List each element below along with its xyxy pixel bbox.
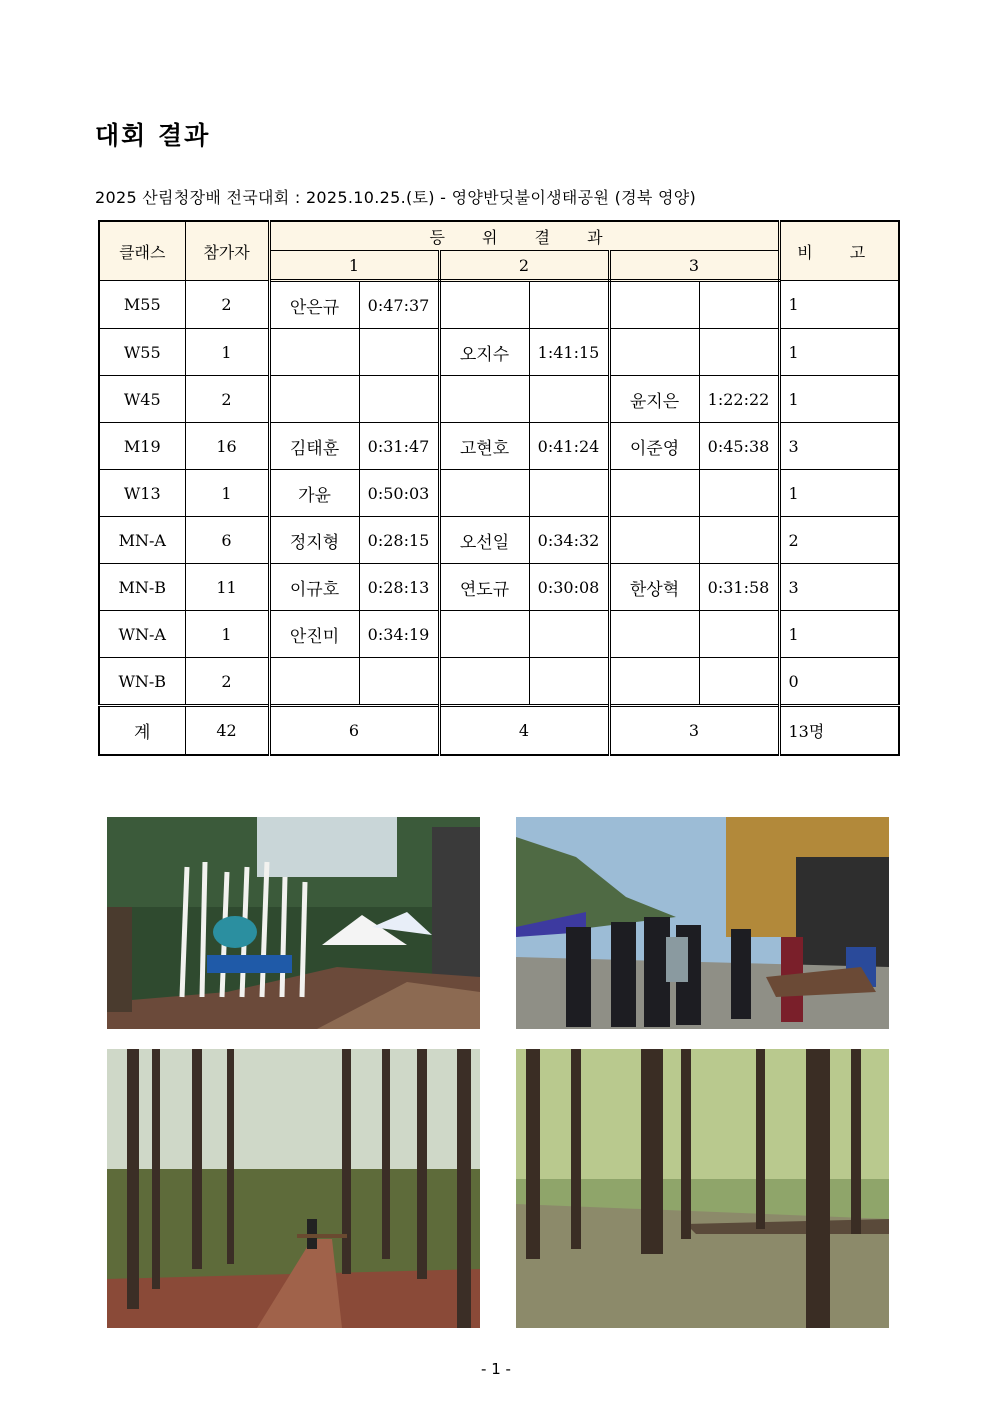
rank3-name: 이준영: [609, 423, 699, 470]
page-number: - 1 -: [481, 1360, 511, 1378]
rank1-time: [359, 376, 439, 423]
rank1-name: [269, 658, 359, 706]
rank3-time: [699, 658, 779, 706]
rank1-time: 0:28:15: [359, 517, 439, 564]
row-note: 3: [779, 423, 899, 470]
row-count: 2: [185, 376, 269, 423]
rank3-time: [699, 517, 779, 564]
rank2-name: [439, 611, 529, 658]
total-label: 계: [99, 706, 185, 756]
rank1-name: 이규호: [269, 564, 359, 611]
total-note: 13명: [779, 706, 899, 756]
rank3-time: [699, 329, 779, 376]
row-count: 2: [185, 658, 269, 706]
row-class: WN-A: [99, 611, 185, 658]
header-note: 비 고: [779, 221, 899, 281]
header-rank-3: 3: [609, 251, 779, 281]
rank2-name: 오선일: [439, 517, 529, 564]
row-class: M19: [99, 423, 185, 470]
rank2-time: 1:41:15: [529, 329, 609, 376]
rank1-time: [359, 658, 439, 706]
rank2-time: [529, 611, 609, 658]
rank3-name: [609, 658, 699, 706]
total-row: [99, 706, 899, 756]
rank2-time: [529, 376, 609, 423]
row-class: M55: [99, 281, 185, 329]
table-row: [99, 376, 899, 423]
rank1-name: 안은규: [269, 281, 359, 329]
photo-entrance: [107, 817, 480, 1029]
row-class: W13: [99, 470, 185, 517]
rank3-time: 0:31:58: [699, 564, 779, 611]
rank1-time: 0:47:37: [359, 281, 439, 329]
rank3-name: 한상혁: [609, 564, 699, 611]
row-count: 11: [185, 564, 269, 611]
rank2-name: [439, 376, 529, 423]
rank2-time: 0:41:24: [529, 423, 609, 470]
rank3-name: 윤지은: [609, 376, 699, 423]
row-count: 1: [185, 611, 269, 658]
rank3-name: [609, 470, 699, 517]
rank3-name: [609, 281, 699, 329]
rank1-name: [269, 376, 359, 423]
row-class: MN-B: [99, 564, 185, 611]
row-class: WN-B: [99, 658, 185, 706]
rank3-name: [609, 517, 699, 564]
header-rank-2: 2: [439, 251, 609, 281]
table-row: [99, 470, 899, 517]
header-participants: 참가자: [185, 221, 269, 281]
rank1-name: 안진미: [269, 611, 359, 658]
total-count: 42: [185, 706, 269, 756]
rank2-time: [529, 470, 609, 517]
row-note: 3: [779, 564, 899, 611]
event-subtitle: 2025 산림청장배 전국대회 : 2025.10.25.(토) - 영양반딧불이생태공원 (경북 영양): [95, 188, 697, 207]
row-count: 16: [185, 423, 269, 470]
rank1-time: 0:28:13: [359, 564, 439, 611]
photo-forest-path: [107, 1049, 480, 1328]
table-row: [99, 564, 899, 611]
rank2-time: 0:34:32: [529, 517, 609, 564]
photo-forest-boardwalk: [516, 1049, 889, 1328]
rank2-name: 고현호: [439, 423, 529, 470]
row-note: 1: [779, 470, 899, 517]
table-row: [99, 517, 899, 564]
table-row: [99, 611, 899, 658]
rank2-name: 연도규: [439, 564, 529, 611]
header-rank-group: 등 위 결 과: [269, 221, 779, 251]
row-count: 2: [185, 281, 269, 329]
rank1-name: [269, 329, 359, 376]
total-rank-3: 3: [609, 706, 779, 756]
row-class: W55: [99, 329, 185, 376]
row-count: 1: [185, 470, 269, 517]
row-note: 0: [779, 658, 899, 706]
rank2-name: [439, 281, 529, 329]
rank1-time: [359, 329, 439, 376]
header-rank-1: 1: [269, 251, 439, 281]
rank2-name: [439, 470, 529, 517]
row-note: 2: [779, 517, 899, 564]
rank1-time: 0:31:47: [359, 423, 439, 470]
rank3-name: [609, 329, 699, 376]
row-note: 1: [779, 281, 899, 329]
rank2-name: 오지수: [439, 329, 529, 376]
row-note: 1: [779, 329, 899, 376]
rank3-time: 0:45:38: [699, 423, 779, 470]
table-row: [99, 658, 899, 706]
rank3-time: [699, 281, 779, 329]
rank3-time: [699, 611, 779, 658]
total-rank-2: 4: [439, 706, 609, 756]
rank3-time: 1:22:22: [699, 376, 779, 423]
rank2-name: [439, 658, 529, 706]
row-class: MN-A: [99, 517, 185, 564]
rank2-time: [529, 658, 609, 706]
rank1-name: 가윤: [269, 470, 359, 517]
rank1-time: 0:50:03: [359, 470, 439, 517]
row-count: 1: [185, 329, 269, 376]
table-row: [99, 281, 899, 329]
row-note: 1: [779, 611, 899, 658]
rank1-name: 정지형: [269, 517, 359, 564]
results-table: [98, 220, 900, 756]
photo-participants: [516, 817, 889, 1029]
total-rank-1: 6: [269, 706, 439, 756]
rank3-time: [699, 470, 779, 517]
row-note: 1: [779, 376, 899, 423]
rank3-name: [609, 611, 699, 658]
rank1-time: 0:34:19: [359, 611, 439, 658]
rank2-time: [529, 281, 609, 329]
rank1-name: 김태훈: [269, 423, 359, 470]
row-count: 6: [185, 517, 269, 564]
row-class: W45: [99, 376, 185, 423]
header-class: 클래스: [99, 221, 185, 281]
table-row: [99, 423, 899, 470]
page-title: 대회 결과: [95, 121, 211, 150]
table-row: [99, 329, 899, 376]
rank2-time: 0:30:08: [529, 564, 609, 611]
